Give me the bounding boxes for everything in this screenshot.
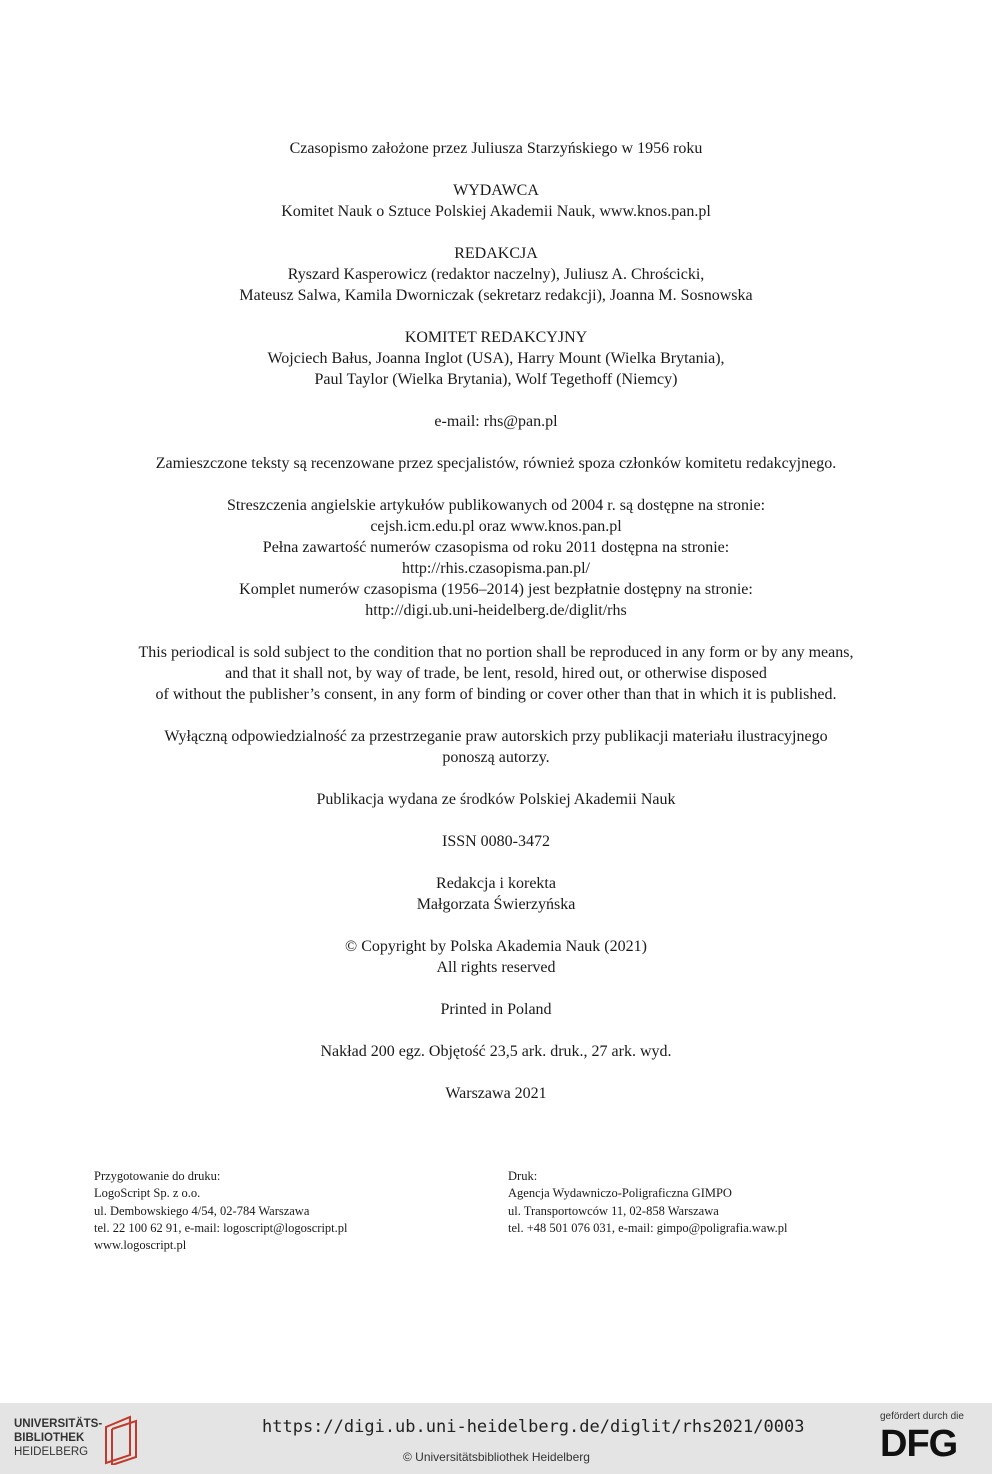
conditions-line: and that it shall not, by way of trade, be lent, resold, hired out, or otherwise disposed — [225, 665, 767, 682]
committee-line: Paul Taylor (Wielka Brytania), Wolf Tegethoff (Niemcy) — [314, 371, 678, 388]
editorial-section — [60, 243, 932, 306]
prepress-line: www.logoscript.pl — [94, 1238, 187, 1253]
founded-line: Czasopismo założone przez Juliusza Starzyńskiego w 1956 roku — [289, 140, 703, 157]
library-logo-icon — [102, 1413, 142, 1465]
footer-copyright: © Universitätsbibliothek Heidelberg — [403, 1450, 590, 1464]
proofreading-section — [60, 873, 932, 915]
prepress-line: ul. Dembowskiego 4/54, 02-784 Warszawa — [94, 1203, 310, 1218]
committee-heading: KOMITET REDAKCYJNY — [404, 329, 588, 346]
dfg-logo: DFG — [880, 1423, 958, 1465]
printed-section — [60, 999, 932, 1020]
rights-line: All rights reserved — [436, 959, 556, 976]
conditions-line: of without the publisher’s consent, in any form of binding or cover other than that in which it is published. — [155, 686, 837, 703]
editorial-line: Ryszard Kasperowicz (redaktor naczelny), Juliusz A. Chrościcki, — [287, 266, 705, 283]
page-url-link[interactable]: https://digi.ub.uni-heidelberg.de/diglit/rhs2021/0003 — [262, 1417, 805, 1437]
viewer-footer — [0, 1403, 992, 1474]
funding-line: Publikacja wydana ze środków Polskiej Akademii Nauk — [316, 791, 676, 808]
funding-section — [60, 789, 932, 810]
issn-line: ISSN 0080-3472 — [441, 833, 550, 850]
publisher-section — [60, 180, 932, 222]
committee-section — [60, 327, 932, 390]
printed-line: Printed in Poland — [440, 1001, 552, 1018]
responsibility-line: ponoszą autorzy. — [442, 749, 550, 766]
prepress-heading: Przygotowanie do druku: — [94, 1169, 221, 1183]
conditions-line: This periodical is sold subject to the condition that no portion shall be reproduced in any form or by any means, — [138, 644, 854, 661]
editorial-line: Mateusz Salwa, Kamila Dworniczak (sekretarz redakcji), Joanna M. Sosnowska — [239, 287, 753, 304]
responsibility-section — [60, 726, 932, 768]
proofreading-name: Małgorzata Świerzyńska — [416, 896, 576, 913]
email-line: e-mail: rhs@pan.pl — [434, 413, 558, 430]
dfg-badge[interactable] — [880, 1411, 980, 1464]
review-note — [60, 453, 932, 474]
print-line: tel. +48 501 076 031, e-mail: gimpo@poligrafia.waw.pl — [508, 1220, 788, 1235]
email-section — [60, 411, 932, 432]
committee-line: Wojciech Bałus, Joanna Inglot (USA), Harry Mount (Wielka Brytania), — [267, 350, 725, 367]
place-year-section — [60, 1083, 932, 1104]
prepress-column — [94, 1168, 348, 1254]
library-logo-text: UNIVERSITÄTS- BIBLIOTHEK HEIDELBERG — [14, 1418, 103, 1458]
review-note-line: Zamieszczone teksty są recenzowane przez specjalistów, również spoza członków komitetu redakcyjnego. — [155, 455, 837, 472]
responsibility-line: Wyłączną odpowiedzialność za przestrzeganie praw autorskich przy publikacji materiału ilustracyjnego — [164, 728, 828, 745]
copyright-section — [60, 936, 932, 978]
editorial-heading: REDAKCJA — [454, 245, 538, 262]
abstracts-line: Streszczenia angielskie artykułów publikowanych od 2004 r. są dostępne na stronie: — [226, 497, 766, 514]
dfg-caption: gefördert durch die — [880, 1411, 964, 1422]
publisher-heading: WYDAWCA — [453, 182, 539, 199]
place-year-line: Warszawa 2021 — [445, 1085, 547, 1102]
publisher-line: Komitet Nauk o Sztuce Polskiej Akademii Nauk, www.knos.pan.pl — [281, 203, 711, 220]
abstracts-line: cejsh.icm.edu.pl oraz www.knos.pan.pl — [370, 518, 622, 535]
abstracts-line: Komplet numerów czasopisma (1956–2014) jest bezpłatnie dostępny na stronie: — [239, 581, 753, 598]
library-logo[interactable] — [14, 1413, 144, 1465]
copyright-line: © Copyright by Polska Akademia Nauk (2021) — [345, 938, 647, 955]
prepress-line: LogoScript Sp. z o.o. — [94, 1186, 201, 1201]
print-line: Agencja Wydawniczo-Poligraficzna GIMPO — [508, 1186, 732, 1201]
abstracts-line: http://digi.ub.uni-heidelberg.de/diglit/rhs — [365, 602, 627, 619]
conditions-section — [60, 642, 932, 705]
print-line: ul. Transportowców 11, 02-858 Warszawa — [508, 1203, 719, 1218]
founded-note — [60, 138, 932, 159]
abstracts-section — [60, 495, 932, 621]
edition-line: Nakład 200 egz. Objętość 23,5 ark. druk., 27 ark. wyd. — [320, 1043, 672, 1060]
issn-section — [60, 831, 932, 852]
print-heading: Druk: — [508, 1169, 538, 1183]
abstracts-line: http://rhis.czasopisma.pan.pl/ — [402, 560, 590, 577]
edition-section — [60, 1041, 932, 1062]
prepress-line: tel. 22 100 62 91, e-mail: logoscript@logoscript.pl — [94, 1220, 348, 1235]
proofreading-heading: Redakcja i korekta — [436, 875, 556, 892]
abstracts-line: Pełna zawartość numerów czasopisma od roku 2011 dostępna na stronie: — [262, 539, 730, 556]
print-column — [508, 1168, 788, 1237]
